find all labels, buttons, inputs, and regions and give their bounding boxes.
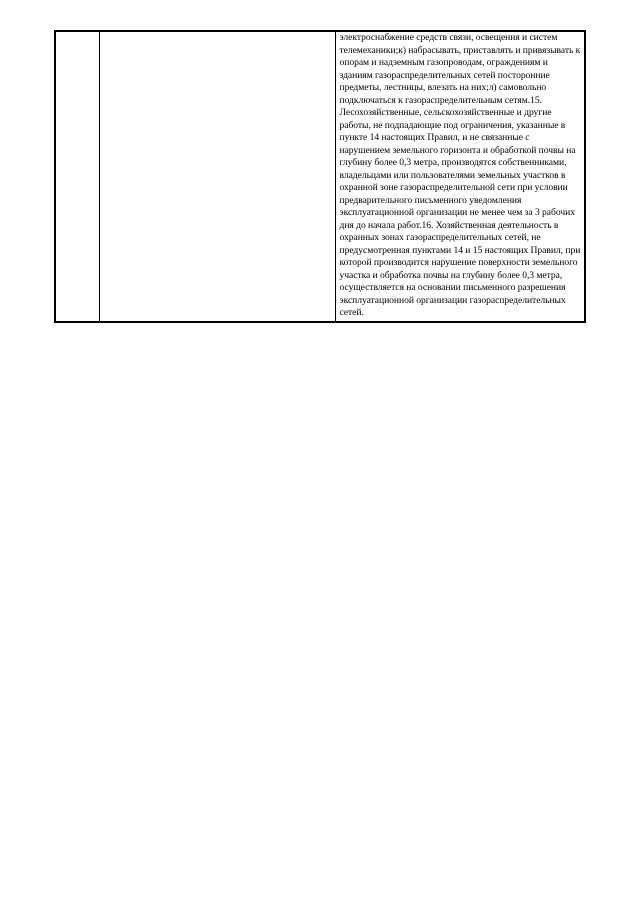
document-table	[54, 30, 586, 323]
cell-text	[56, 32, 99, 33]
table-cell-content	[335, 31, 585, 322]
table-cell-number	[55, 31, 99, 322]
cell-text	[100, 32, 335, 33]
cell-text: электроснабжение средств связи, освещения и систем телемеханики;к) набрасывать, приставлять и привязывать к опорам и надземным газопроводам, ограждениям и зданиям газораспределительных сетей посторонние предметы, лестницы, влезать на них;л) самовольно подключаться к газораспределительным сетям.15. Лесохозяйственные, сельскохозяйственные и другие работы, не подпадающие под ограничения, указанные в пункте 14 настоящих Правил, и не связанные с нарушением земельного горизонта и обработкой почвы на глубину более 0,3 метра, производятся собственниками, владельцами или пользователями земельных участков в охранной зоне газораспределительной сети при условии предварительного письменного уведомления эксплуатационной организации не менее чем за 3 рабочих дня до начала работ.16. Хозяйственная деятельность в охранных зонах газораспределительных сетей, не предусмотренная пунктами 14 и 15 настоящих Правил, при которой производится нарушение поверхности земельного участка и обработка почвы на глубину более 0,3 метра, осуществляется на основании письменного разрешения эксплуатационной организации газораспределительных сетей.	[339, 32, 581, 318]
table-row	[55, 31, 585, 322]
table-cell-name	[99, 31, 335, 322]
